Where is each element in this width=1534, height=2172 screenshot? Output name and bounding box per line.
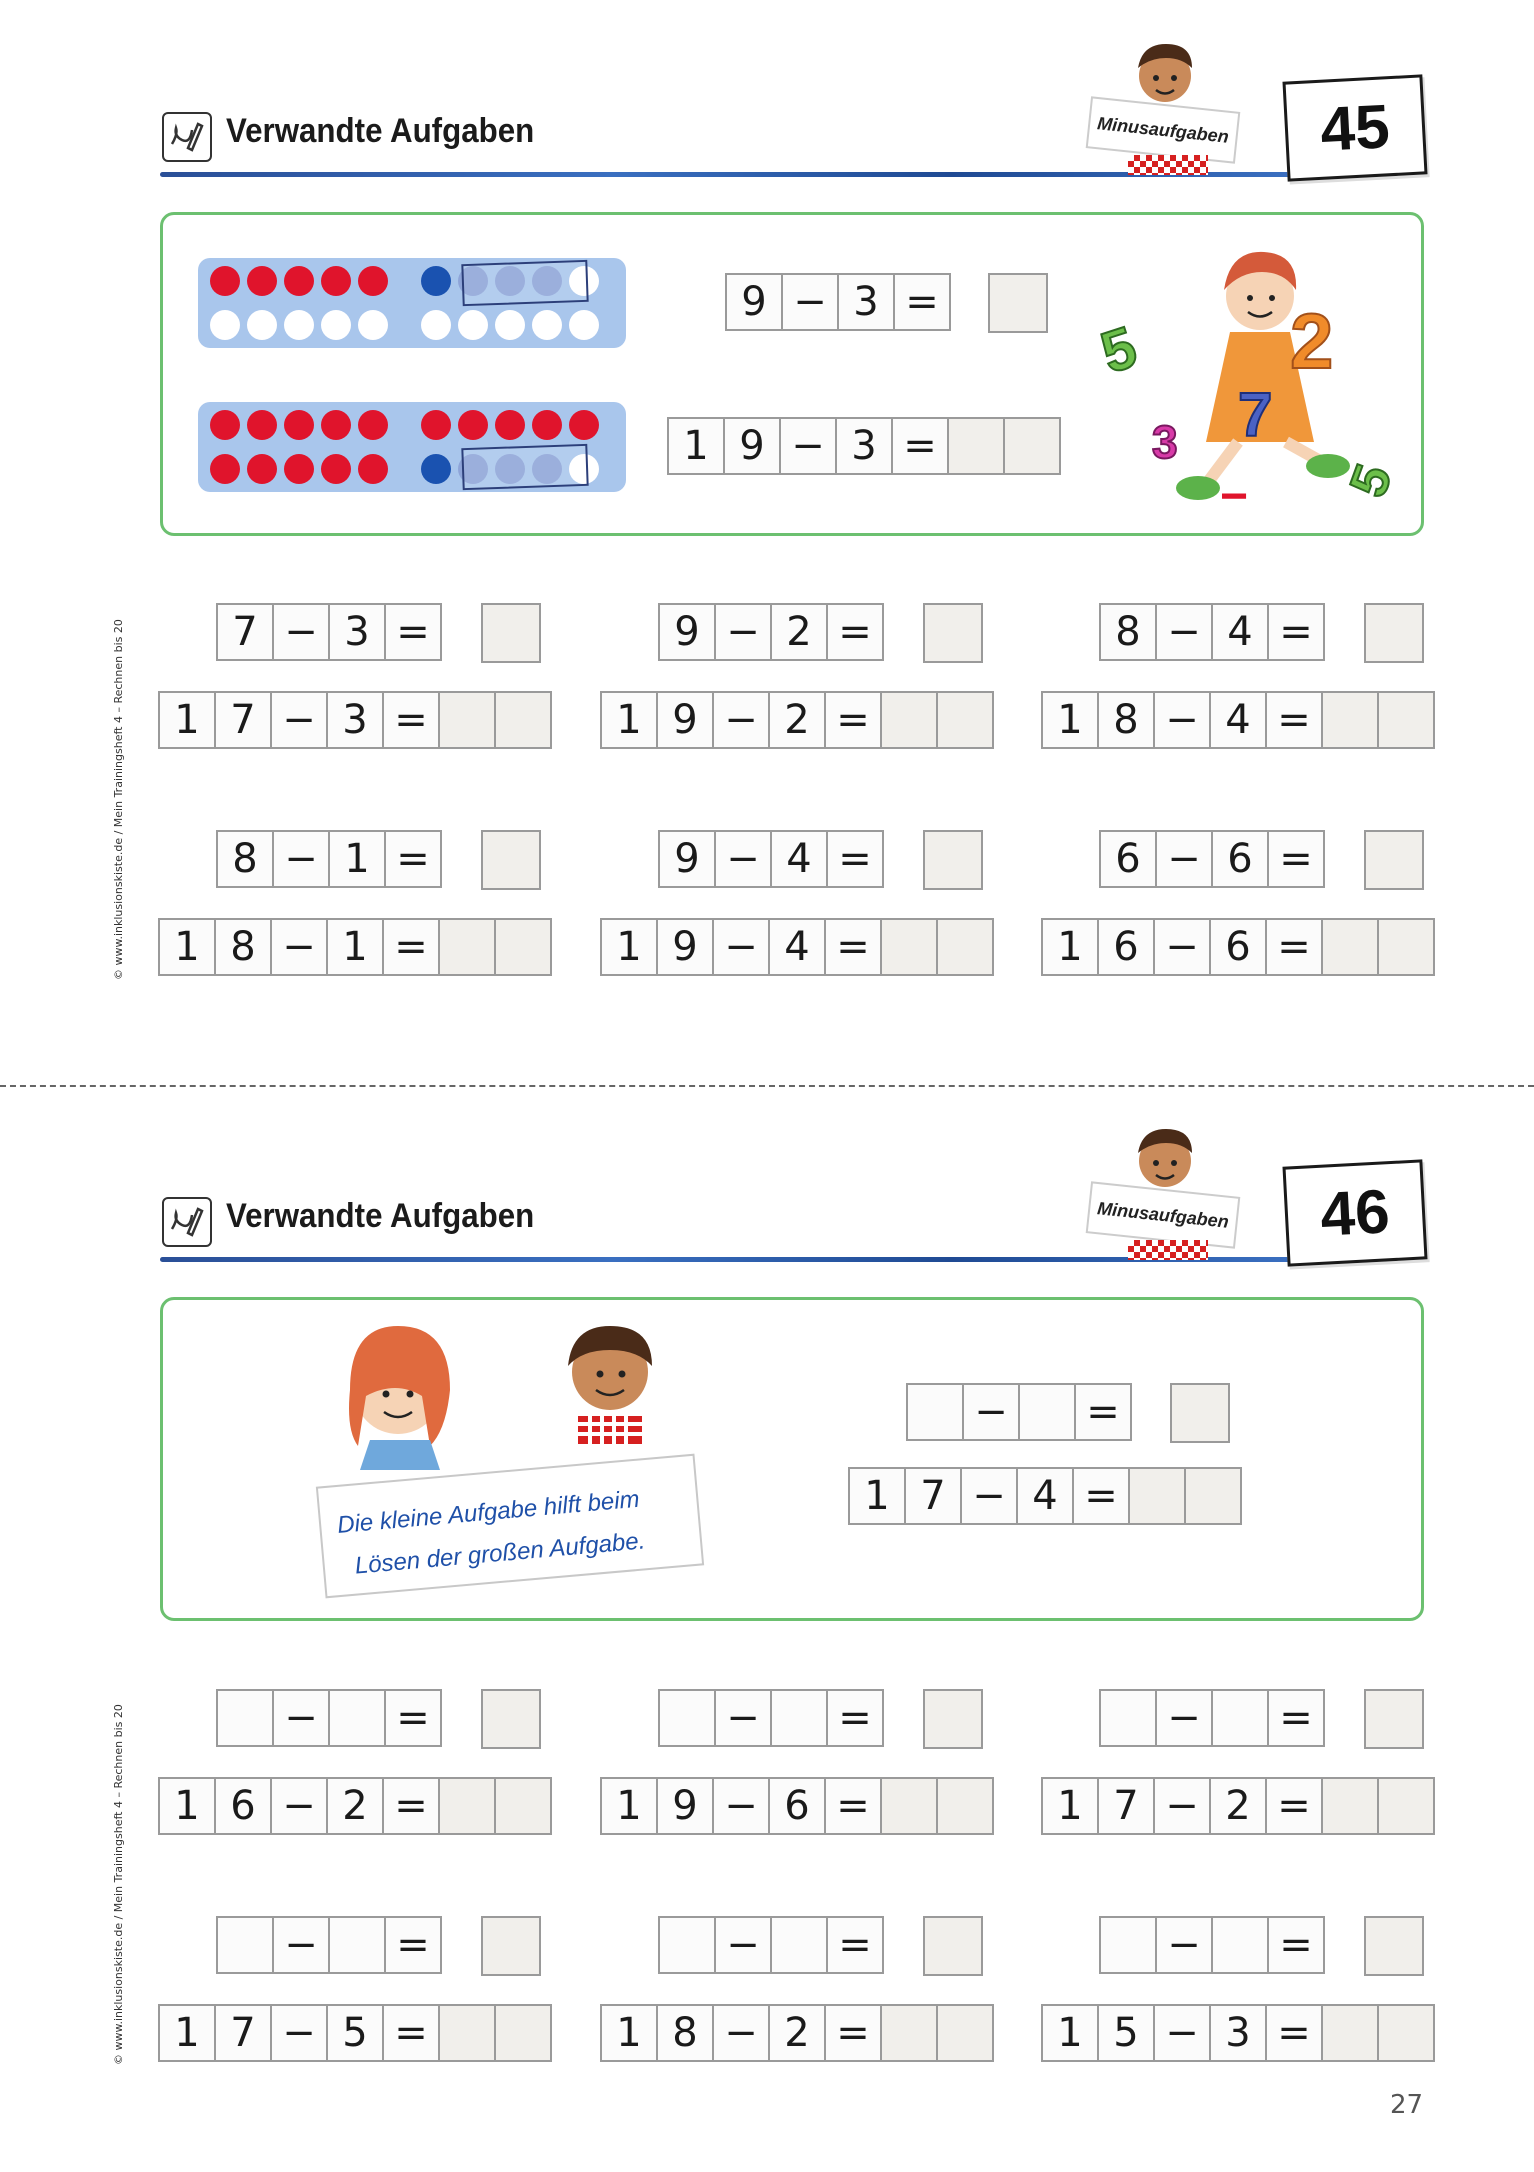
answer-box[interactable] [481, 1916, 541, 1976]
counter-dot [210, 454, 240, 484]
answer-box[interactable] [988, 273, 1048, 333]
answer-cell[interactable] [438, 691, 496, 749]
digit-cell: 8 [656, 2004, 714, 2062]
equals-sign: = [384, 1689, 442, 1747]
minus-sign: − [714, 830, 772, 888]
task-big-equation [160, 1777, 552, 1835]
equals-sign: = [1267, 1916, 1325, 1974]
task-big-equation [160, 691, 552, 749]
digit-cell: 3 [1209, 2004, 1267, 2062]
digit-cell: 9 [656, 918, 714, 976]
digit-cell: 7 [214, 691, 272, 749]
task-small-equation [1101, 830, 1325, 888]
digit-cell: 2 [768, 691, 826, 749]
illustration-digit: 2 [1290, 297, 1334, 385]
counter-dot [421, 410, 451, 440]
digit-cell: 2 [326, 1777, 384, 1835]
equals-sign: = [824, 691, 882, 749]
answer-box[interactable] [1364, 1689, 1424, 1749]
blank-digit-cell[interactable] [658, 1689, 716, 1747]
minus-sign: − [272, 830, 330, 888]
counter-dot [421, 310, 451, 340]
equals-sign: = [1265, 1777, 1323, 1835]
task-big-equation [1043, 918, 1435, 976]
answer-cell[interactable] [936, 1777, 994, 1835]
minus-sign: − [1155, 830, 1213, 888]
answer-cell[interactable] [1321, 1777, 1379, 1835]
equals-sign: = [826, 1916, 884, 1974]
counter-dot [284, 266, 314, 296]
counter-dot [321, 266, 351, 296]
counter-dot [569, 410, 599, 440]
answer-box[interactable] [1364, 603, 1424, 663]
answer-cell[interactable] [1377, 691, 1435, 749]
digit-cell: 1 [158, 2004, 216, 2062]
digit-cell: 7 [216, 603, 274, 661]
counter-dot [247, 310, 277, 340]
digit-cell: 6 [214, 1777, 272, 1835]
digit-cell: 1 [328, 830, 386, 888]
counter-dot [247, 266, 277, 296]
illustration-digit: 7 [1238, 381, 1273, 450]
blank-digit-cell[interactable] [1099, 1689, 1157, 1747]
minus-sign: − [712, 2004, 770, 2062]
pen-icon [162, 1197, 212, 1247]
digit-cell: 2 [768, 2004, 826, 2062]
crossed-out-dots [461, 444, 588, 490]
answer-box[interactable] [923, 1689, 983, 1749]
task-small-equation [218, 1689, 442, 1747]
digit-cell: 4 [1211, 603, 1269, 661]
counter-dot [321, 454, 351, 484]
minus-sign: − [714, 1689, 772, 1747]
equals-sign: = [1074, 1383, 1132, 1441]
equals-sign: = [824, 2004, 882, 2062]
minus-sign: − [1153, 691, 1211, 749]
equals-sign: = [891, 417, 949, 475]
blank-digit-cell[interactable] [328, 1916, 386, 1974]
task-small-equation [660, 830, 884, 888]
illustration-digit: 5 [1093, 314, 1145, 387]
answer-box[interactable] [923, 1916, 983, 1976]
blank-digit-cell[interactable] [770, 1689, 828, 1747]
digit-cell: 2 [770, 603, 828, 661]
task-small-equation [660, 603, 884, 661]
illustration-digit: 5 [1339, 457, 1404, 505]
equals-sign: = [1265, 2004, 1323, 2062]
digit-cell: 4 [770, 830, 828, 888]
equals-sign: = [1267, 603, 1325, 661]
minus-sign: − [1155, 1916, 1213, 1974]
counter-dot [358, 410, 388, 440]
digit-cell: 7 [1097, 1777, 1155, 1835]
digit-cell: 3 [837, 273, 895, 331]
task-big-equation [602, 691, 994, 749]
exercise-number: 45 [1282, 74, 1427, 181]
minus-sign: − [781, 273, 839, 331]
counter-dot [495, 310, 525, 340]
answer-box[interactable] [481, 603, 541, 663]
digit-cell: 1 [158, 1777, 216, 1835]
answer-box[interactable] [1364, 830, 1424, 890]
task-small-equation [218, 830, 442, 888]
task-small-equation [1101, 603, 1325, 661]
counter-dot [421, 266, 451, 296]
digit-cell: 9 [656, 691, 714, 749]
digit-cell: 8 [214, 918, 272, 976]
counter-dot [284, 454, 314, 484]
answer-cell[interactable] [494, 2004, 552, 2062]
topic-sign [1086, 1181, 1241, 1248]
digit-cell: 9 [658, 603, 716, 661]
kids-holding-sign-illustration [310, 1310, 730, 1470]
checkered-shirt [1128, 155, 1208, 175]
digit-cell: 4 [768, 918, 826, 976]
digit-cell: 5 [1097, 2004, 1155, 2062]
blank-digit-cell[interactable] [658, 1916, 716, 1974]
equals-sign: = [826, 1689, 884, 1747]
topic-sign-label: Minusaufgaben [1096, 1197, 1230, 1232]
counter-dot [358, 310, 388, 340]
equals-sign: = [826, 603, 884, 661]
exercise-number: 46 [1282, 1159, 1427, 1266]
answer-cell[interactable] [1321, 918, 1379, 976]
counter-dot [284, 410, 314, 440]
task-big-equation [1043, 2004, 1435, 2062]
illustration-digit: 3 [1152, 416, 1178, 468]
example-big-equation [669, 417, 1061, 475]
counter-dot [247, 410, 277, 440]
digit-cell: 6 [1099, 830, 1157, 888]
task-small-equation [660, 1916, 884, 1974]
page-number: 27 [1390, 2090, 1424, 2120]
minus-sign: − [272, 1689, 330, 1747]
equals-sign: = [893, 273, 951, 331]
minus-sign: − [270, 918, 328, 976]
minus-sign: − [270, 1777, 328, 1835]
digit-cell: 3 [328, 603, 386, 661]
task-small-equation [1101, 1916, 1325, 1974]
answer-cell[interactable] [494, 918, 552, 976]
counter-dot [358, 454, 388, 484]
counter-dot [569, 310, 599, 340]
girl-with-numbers-illustration [1090, 236, 1420, 516]
answer-cell[interactable] [438, 918, 496, 976]
task-big-equation [160, 918, 552, 976]
digit-cell: 9 [723, 417, 781, 475]
digit-cell: 1 [1041, 918, 1099, 976]
topic-sign-label: Minusaufgaben [1096, 112, 1230, 147]
cut-line [0, 1085, 1534, 1087]
blank-digit-cell[interactable] [1018, 1383, 1076, 1441]
digit-cell: 3 [326, 691, 384, 749]
answer-cell[interactable] [1128, 1467, 1186, 1525]
answer-box[interactable] [1364, 1916, 1424, 1976]
counter-dot [358, 266, 388, 296]
task-big-equation [602, 1777, 994, 1835]
digit-cell: 6 [1209, 918, 1267, 976]
blank-digit-cell[interactable] [770, 1916, 828, 1974]
minus-sign: − [712, 918, 770, 976]
digit-cell: 1 [1041, 2004, 1099, 2062]
minus-sign: − [1153, 918, 1211, 976]
minus-sign: − [1153, 2004, 1211, 2062]
answer-cell[interactable] [936, 2004, 994, 2062]
minus-sign: − [1153, 1777, 1211, 1835]
digit-cell: 8 [216, 830, 274, 888]
task-big-equation [1043, 691, 1435, 749]
task-small-equation [218, 1916, 442, 1974]
counter-dot [284, 310, 314, 340]
equals-sign: = [384, 603, 442, 661]
task-big-equation [602, 918, 994, 976]
counter-dot [421, 454, 451, 484]
equals-sign: = [824, 1777, 882, 1835]
minus-sign: − [272, 603, 330, 661]
equals-sign: = [382, 1777, 440, 1835]
minus-sign: − [962, 1383, 1020, 1441]
digit-cell: 1 [158, 691, 216, 749]
digit-cell: 8 [1097, 691, 1155, 749]
digit-cell: 4 [1016, 1467, 1074, 1525]
digit-cell: 8 [1099, 603, 1157, 661]
blank-digit-cell[interactable] [216, 1689, 274, 1747]
counter-dot [210, 410, 240, 440]
equals-sign: = [1267, 1689, 1325, 1747]
blank-digit-cell[interactable] [1211, 1916, 1269, 1974]
answer-cell[interactable] [1184, 1467, 1242, 1525]
minus-sign: − [1155, 603, 1213, 661]
blank-digit-cell[interactable] [328, 1689, 386, 1747]
task-small-equation [218, 603, 442, 661]
equals-sign: = [1267, 830, 1325, 888]
equals-sign: = [384, 1916, 442, 1974]
answer-cell[interactable] [880, 918, 938, 976]
answer-cell[interactable] [1321, 691, 1379, 749]
speech-line: Die kleine Aufgabe hilft beim [336, 1485, 641, 1539]
answer-box[interactable] [481, 830, 541, 890]
digit-cell: 1 [158, 918, 216, 976]
minus-sign: − [712, 1777, 770, 1835]
equals-sign: = [826, 830, 884, 888]
equals-sign: = [382, 918, 440, 976]
answer-box[interactable] [1170, 1383, 1230, 1443]
equals-sign: = [384, 830, 442, 888]
minus-sign: − [272, 1916, 330, 1974]
section-title: Verwandte Aufgaben [226, 1197, 535, 1235]
digit-cell: 7 [904, 1467, 962, 1525]
equals-sign: = [1265, 691, 1323, 749]
crossed-out-dots [461, 260, 588, 306]
digit-cell: 1 [667, 417, 725, 475]
minus-sign: − [270, 691, 328, 749]
example-small-equation [908, 1383, 1132, 1441]
minus-sign: − [270, 2004, 328, 2062]
equals-sign: = [1072, 1467, 1130, 1525]
digit-cell: 3 [835, 417, 893, 475]
section-title: Verwandte Aufgaben [226, 112, 535, 150]
digit-cell: 1 [1041, 1777, 1099, 1835]
counter-dot [210, 310, 240, 340]
answer-box[interactable] [923, 603, 983, 663]
task-big-equation [1043, 1777, 1435, 1835]
counter-dot [458, 410, 488, 440]
task-big-equation [602, 2004, 994, 2062]
blank-digit-cell[interactable] [1211, 1689, 1269, 1747]
illustration-digit: − [1220, 470, 1249, 516]
digit-cell: 1 [600, 2004, 658, 2062]
equals-sign: = [824, 918, 882, 976]
speech-line: Lösen der großen Aufgabe. [353, 1527, 647, 1580]
counter-dot [247, 454, 277, 484]
equals-sign: = [1265, 918, 1323, 976]
digit-cell: 2 [1209, 1777, 1267, 1835]
answer-cell[interactable] [494, 691, 552, 749]
digit-cell: 1 [848, 1467, 906, 1525]
task-small-equation [660, 1689, 884, 1747]
counter-dot [495, 410, 525, 440]
task-big-equation [160, 2004, 552, 2062]
answer-cell[interactable] [936, 691, 994, 749]
digit-cell: 1 [600, 691, 658, 749]
digit-cell: 7 [214, 2004, 272, 2062]
blank-digit-cell[interactable] [216, 1916, 274, 1974]
answer-box[interactable] [481, 1689, 541, 1749]
answer-cell[interactable] [1377, 2004, 1435, 2062]
minus-sign: − [712, 691, 770, 749]
digit-cell: 6 [768, 1777, 826, 1835]
title-rule [160, 172, 1290, 177]
topic-sign [1086, 96, 1241, 163]
minus-sign: − [714, 603, 772, 661]
task-small-equation [1101, 1689, 1325, 1747]
digit-cell: 1 [600, 1777, 658, 1835]
copyright-note: © www.inklusionskiste.de / Mein Trainingsheft 4 – Rechnen bis 20 [112, 1704, 125, 2065]
title-rule [160, 1257, 1290, 1262]
blank-digit-cell[interactable] [1099, 1916, 1157, 1974]
pen-icon [162, 112, 212, 162]
copyright-note: © www.inklusionskiste.de / Mein Trainingsheft 4 – Rechnen bis 20 [112, 619, 125, 980]
answer-cell[interactable] [438, 2004, 496, 2062]
example-small-equation [727, 273, 951, 331]
answer-cell[interactable] [880, 2004, 938, 2062]
answer-cell[interactable] [1377, 1777, 1435, 1835]
digit-cell: 9 [725, 273, 783, 331]
counter-dot [532, 410, 562, 440]
answer-cell[interactable] [936, 918, 994, 976]
digit-cell: 1 [1041, 691, 1099, 749]
digit-cell: 9 [656, 1777, 714, 1835]
digit-cell: 5 [326, 2004, 384, 2062]
equals-sign: = [382, 2004, 440, 2062]
answer-cell[interactable] [1377, 918, 1435, 976]
counter-dot [321, 410, 351, 440]
counter-dot [532, 310, 562, 340]
digit-cell: 1 [326, 918, 384, 976]
digit-cell: 9 [658, 830, 716, 888]
answer-cell[interactable] [947, 417, 1005, 475]
counter-dot [321, 310, 351, 340]
digit-cell: 6 [1097, 918, 1155, 976]
digit-cell: 4 [1209, 691, 1267, 749]
minus-sign: − [1155, 1689, 1213, 1747]
answer-box[interactable] [923, 830, 983, 890]
example-big-equation [850, 1467, 1242, 1525]
digit-cell: 6 [1211, 830, 1269, 888]
blank-digit-cell[interactable] [906, 1383, 964, 1441]
counter-dot [210, 266, 240, 296]
answer-cell[interactable] [880, 1777, 938, 1835]
answer-cell[interactable] [494, 1777, 552, 1835]
answer-cell[interactable] [438, 1777, 496, 1835]
minus-sign: − [779, 417, 837, 475]
answer-cell[interactable] [1321, 2004, 1379, 2062]
minus-sign: − [960, 1467, 1018, 1525]
minus-sign: − [714, 1916, 772, 1974]
counter-dot [458, 310, 488, 340]
answer-cell[interactable] [1003, 417, 1061, 475]
digit-cell: 1 [600, 918, 658, 976]
checkered-shirt [1128, 1240, 1208, 1260]
equals-sign: = [382, 691, 440, 749]
answer-cell[interactable] [880, 691, 938, 749]
